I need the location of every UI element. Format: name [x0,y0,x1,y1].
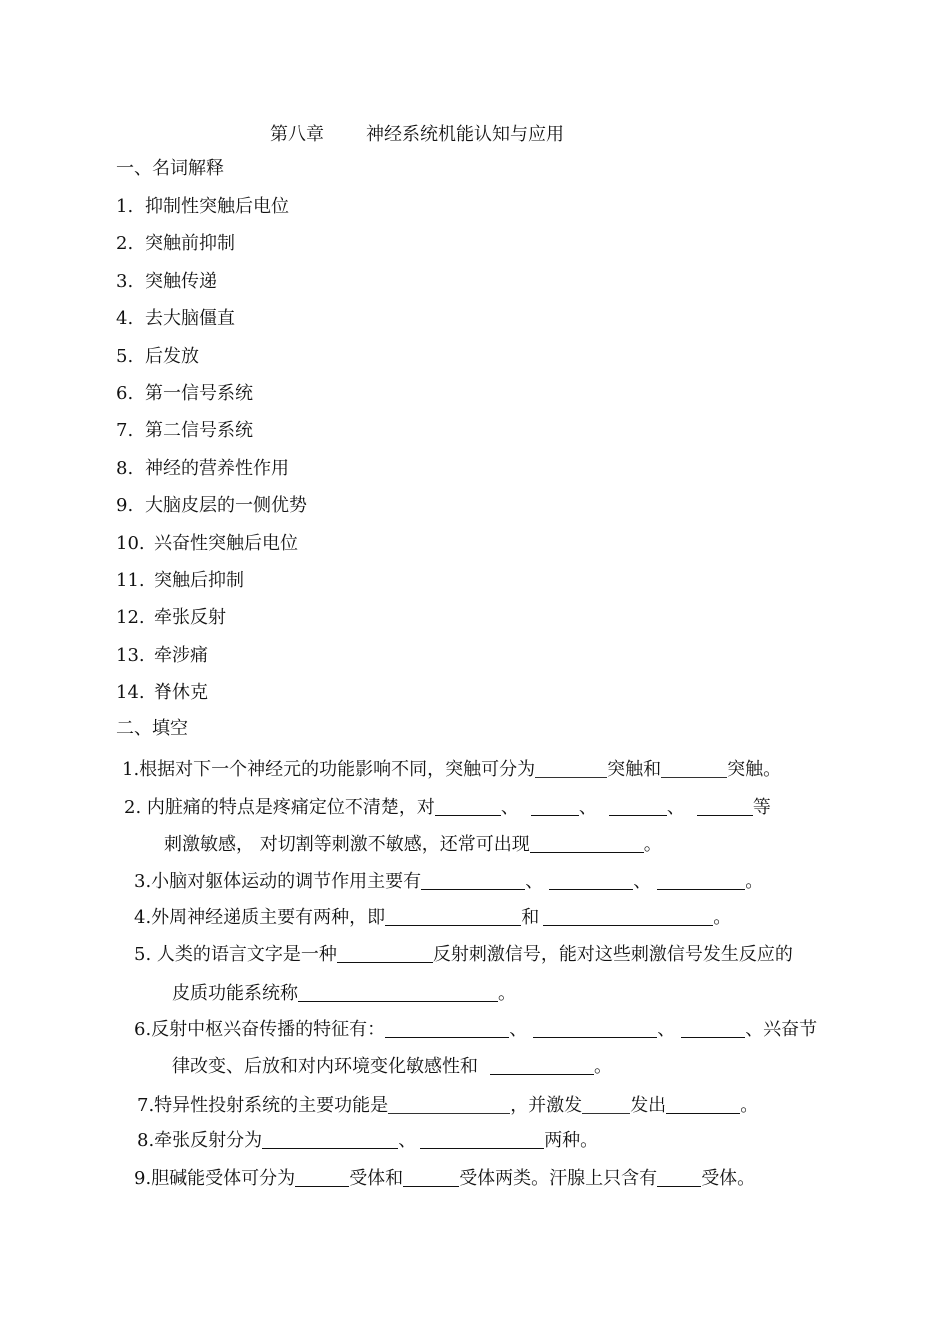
item-term: 突触前抑制 [145,233,235,255]
item-term: 去大脑僵直 [145,308,235,330]
chapter-number: 第八章 [270,124,324,145]
answer-blank[interactable] [549,869,633,887]
item-number: 9. [116,495,134,517]
definition-item [116,569,244,593]
answer-blank[interactable] [262,1128,398,1146]
item-number: 2. [116,233,134,255]
item-number: 5. [116,345,134,367]
question-6-cont: 律改变、后放和对内环境变化敏感性和 。 [172,1056,612,1077]
answer-blank[interactable] [295,1166,349,1184]
answer-blank[interactable] [661,757,727,775]
chapter-topic: 神经系统机能认知与应用 [366,124,564,145]
answer-blank[interactable] [420,1128,544,1146]
item-term: 牵张反射 [154,607,226,629]
item-number: 3. [116,270,134,292]
answer-blank[interactable] [697,795,753,813]
answer-blank[interactable] [609,795,667,813]
section-heading-fill-in: 二、填空 [116,718,188,739]
item-number: 12. [116,607,145,629]
item-number: 8. [116,457,134,479]
definition-item [116,494,307,518]
item-term: 第一信号系统 [145,383,253,404]
question-2: 2. 内脏痛的特点是疼痛定位不清楚，对 、 、 、 等 [124,797,771,818]
item-number: 13. [116,644,145,666]
answer-blank[interactable] [535,757,607,775]
answer-blank[interactable] [681,1017,745,1035]
definition-item [116,382,253,406]
answer-blank[interactable] [530,832,644,850]
item-term: 第二信号系统 [145,420,253,442]
item-number: 10. [116,532,145,554]
definition-item [116,195,289,219]
answer-blank[interactable] [403,1166,459,1184]
answer-blank[interactable] [421,869,525,887]
answer-blank[interactable] [385,905,521,923]
answer-blank[interactable] [657,869,745,887]
answer-blank[interactable] [666,1093,740,1111]
section-heading-definitions: 一、名词解释 [116,158,224,179]
item-term: 大脑皮层的一侧优势 [145,495,307,517]
answer-blank[interactable] [531,795,579,813]
answer-blank[interactable] [533,1017,657,1035]
answer-blank[interactable] [385,1017,509,1035]
definition-item [116,532,298,556]
definition-item [116,345,199,369]
answer-blank[interactable] [543,905,713,923]
answer-blank[interactable] [582,1093,630,1111]
definition-item [116,457,289,481]
question-5-cont: 皮质功能系统称 。 [172,983,516,1004]
definition-item [116,270,217,294]
item-term: 牵涉痛 [154,644,208,666]
definition-item [116,681,208,705]
definition-item [116,644,208,668]
question-9: 9.胆碱能受体可分为 受体和 受体两类。汗腺上只含有 受体。 [134,1168,756,1189]
definition-item [116,419,253,443]
definition-item [116,232,235,256]
item-term: 抑制性突触后电位 [145,196,289,217]
item-term: 脊休克 [154,682,208,704]
definition-item [116,307,235,331]
question-3: 3.小脑对躯体运动的调节作用主要有 、 、 。 [134,871,764,892]
item-term: 神经的营养性作用 [145,457,289,479]
question-7: 7.特异性投射系统的主要功能是 ，并激发 发出 。 [137,1095,759,1116]
answer-blank[interactable] [337,942,433,960]
answer-blank[interactable] [435,795,501,813]
item-number: 14. [116,682,145,704]
item-term: 兴奋性突触后电位 [154,532,298,554]
definition-item [116,606,226,630]
item-term: 后发放 [145,345,199,367]
question-6: 6.反射中枢兴奋传播的特征有： 、 、 、兴奋节 [134,1019,818,1040]
answer-blank[interactable] [490,1054,594,1072]
item-number: 1. [116,196,134,217]
answer-blank[interactable] [657,1166,701,1184]
answer-blank[interactable] [298,981,498,999]
item-number: 7. [116,420,134,442]
question-4: 4.外周神经递质主要有两种，即 和 。 [134,907,732,928]
question-2-cont: 刺激敏感， 对切割等刺激不敏感，还常可出现 。 [164,834,662,855]
question-1: 1.根据对下一个神经元的功能影响不同，突触可分为 突触和 突触。 [122,759,782,780]
question-8: 8.牵张反射分为 、 两种。 [137,1130,599,1151]
item-number: 6. [116,383,134,404]
question-5: 5. 人类的语言文字是一种 反射刺激信号，能对这些刺激信号发生反应的 [134,944,793,965]
item-term: 突触后抑制 [154,570,244,591]
item-number: 11. [116,570,145,591]
item-term: 突触传递 [145,270,217,292]
answer-blank[interactable] [388,1093,510,1111]
item-number: 4. [116,308,134,330]
